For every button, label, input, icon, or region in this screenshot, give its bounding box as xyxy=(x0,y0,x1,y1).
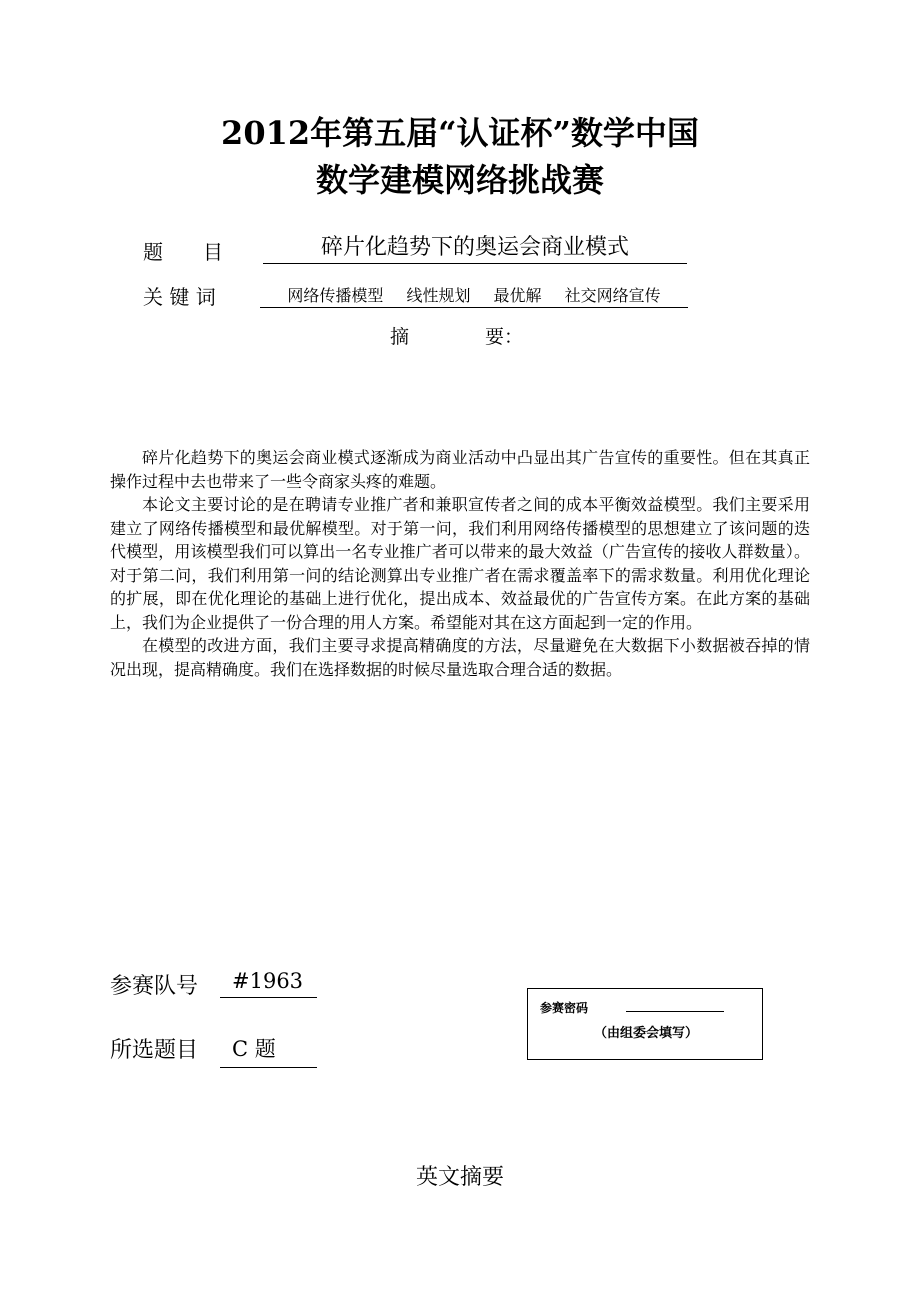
abstract-heading: 摘 要： xyxy=(390,326,524,348)
topic-label: 题 目 xyxy=(143,240,223,264)
entry-code-note: （由组委会填写） xyxy=(593,1026,698,1041)
team-number-label: 参赛队号 xyxy=(110,974,199,999)
keywords-label: 关 键 词 xyxy=(143,285,216,309)
abstract-paragraph: 本论文主要讨论的是在聘请专业推广者和兼职宣传者之间的成本平衡效益模型。我们主要采用建立了网络传播模型和最优解模型。对于第一问，我们利用网络传播模型的思想建立了该问题的迭代模型，用该模型我们可以算出一名专业推广者可以带来的最大效益（广告宣传的接收人群数量）。对于第二问，我们利用第一问的结论测算出专业推广者在需求覆盖率下的需求数量。利用优化理论的扩展，即在优化理论的基础上进行优化，提出成本、效益最优的广告宣传方案。在此方案的基础上，我们为企业提供了一份合理的用人方案。希望能对其在这方面起到一定的作用。 xyxy=(110,495,810,632)
entry-code-box xyxy=(527,988,763,1060)
entry-code-blank xyxy=(626,1011,724,1012)
abstract-paragraph: 碎片化趋势下的奥运会商业模式逐渐成为商业活动中凸显出其广告宣传的重要性。但在其真正操作过程中去也带来了一些令商家头疼的难题。 xyxy=(110,448,810,491)
english-abstract-heading: 英文摘要 xyxy=(415,1165,504,1190)
title-line-1: 2012年第五届“认证杯”数学中国 xyxy=(221,114,699,152)
topic-value: 碎片化趋势下的奥运会商业模式 xyxy=(263,230,687,264)
selected-topic-value: C 题 xyxy=(220,1033,317,1068)
title-line-2: 数学建模网络挑战赛 xyxy=(315,161,604,199)
selected-topic-label: 所选题目 xyxy=(110,1038,199,1063)
keyword-item: 网络传播模型 xyxy=(287,286,384,305)
keyword-item: 最优解 xyxy=(493,286,542,305)
abstract-paragraph: 在模型的改进方面，我们主要寻求提高精确度的方法，尽量避免在大数据下小数据被吞掉的情况出现，提高精确度。我们在选择数据的时候尽量选取合理合适的数据。 xyxy=(110,636,810,679)
keyword-item: 线性规划 xyxy=(406,286,471,305)
keyword-item: 社交网络宣传 xyxy=(564,286,661,305)
entry-code-label: 参赛密码 xyxy=(540,1001,589,1015)
keywords-value xyxy=(260,283,688,308)
abstract-body xyxy=(110,446,810,681)
team-number-value: #1963 xyxy=(220,969,317,998)
